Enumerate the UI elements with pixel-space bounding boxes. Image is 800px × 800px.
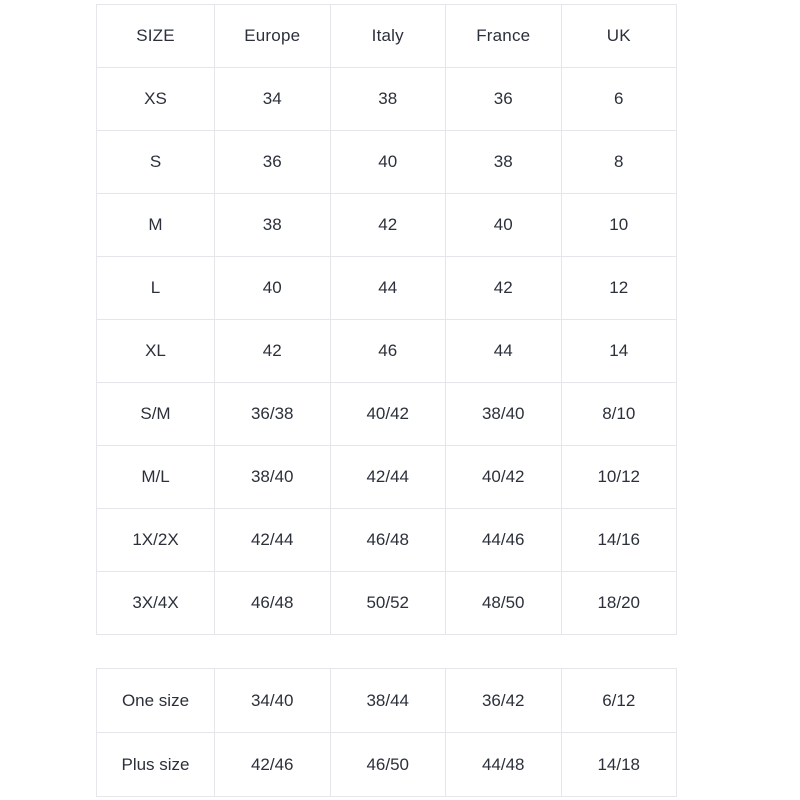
table-row: [97, 383, 677, 446]
cell-italy: 46/48: [330, 509, 446, 572]
cell-france: 48/50: [446, 572, 562, 635]
cell-uk: 10/12: [561, 446, 677, 509]
table-row: [97, 68, 677, 131]
column-header-size: SIZE: [97, 5, 215, 68]
cell-italy: 38: [330, 68, 446, 131]
cell-uk: 6/12: [561, 669, 677, 733]
table-row: [97, 509, 677, 572]
row-label: XL: [97, 320, 215, 383]
cell-italy: 50/52: [330, 572, 446, 635]
cell-italy: 46/50: [330, 733, 446, 797]
cell-uk: 14: [561, 320, 677, 383]
cell-italy: 46: [330, 320, 446, 383]
row-label: 3X/4X: [97, 572, 215, 635]
cell-france: 38/40: [446, 383, 562, 446]
row-label: S: [97, 131, 215, 194]
row-label: M/L: [97, 446, 215, 509]
row-label: One size: [97, 669, 215, 733]
cell-uk: 18/20: [561, 572, 677, 635]
cell-italy: 44: [330, 257, 446, 320]
cell-italy: 38/44: [330, 669, 446, 733]
cell-italy: 40: [330, 131, 446, 194]
cell-europe: 46/48: [215, 572, 331, 635]
cell-italy: 42: [330, 194, 446, 257]
cell-france: 44/48: [446, 733, 562, 797]
cell-france: 44/46: [446, 509, 562, 572]
cell-italy: 42/44: [330, 446, 446, 509]
cell-europe: 36: [215, 131, 331, 194]
column-header-france: France: [446, 5, 562, 68]
column-header-italy: Italy: [330, 5, 446, 68]
main-size-table-container: [96, 4, 676, 635]
secondary-size-table: [96, 668, 677, 797]
cell-uk: 14/18: [561, 733, 677, 797]
cell-uk: 12: [561, 257, 677, 320]
cell-europe: 42/44: [215, 509, 331, 572]
cell-europe: 42/46: [215, 733, 331, 797]
table-row: [97, 194, 677, 257]
table-row: [97, 131, 677, 194]
cell-uk: 6: [561, 68, 677, 131]
column-header-uk: UK: [561, 5, 677, 68]
secondary-size-table-container: [96, 668, 676, 797]
cell-france: 38: [446, 131, 562, 194]
cell-europe: 36/38: [215, 383, 331, 446]
cell-europe: 34: [215, 68, 331, 131]
cell-europe: 34/40: [215, 669, 331, 733]
cell-france: 44: [446, 320, 562, 383]
cell-uk: 10: [561, 194, 677, 257]
cell-europe: 38/40: [215, 446, 331, 509]
row-label: L: [97, 257, 215, 320]
cell-france: 40: [446, 194, 562, 257]
row-label: Plus size: [97, 733, 215, 797]
table-row: [97, 669, 677, 733]
row-label: S/M: [97, 383, 215, 446]
table-row: [97, 572, 677, 635]
cell-europe: 40: [215, 257, 331, 320]
cell-italy: 40/42: [330, 383, 446, 446]
table-row: [97, 446, 677, 509]
cell-uk: 8/10: [561, 383, 677, 446]
column-header-europe: Europe: [215, 5, 331, 68]
main-size-table: [96, 4, 677, 635]
cell-france: 42: [446, 257, 562, 320]
cell-france: 36: [446, 68, 562, 131]
cell-europe: 38: [215, 194, 331, 257]
table-row: [97, 320, 677, 383]
row-label: XS: [97, 68, 215, 131]
table-header-row: [97, 5, 677, 68]
row-label: M: [97, 194, 215, 257]
cell-uk: 14/16: [561, 509, 677, 572]
cell-france: 40/42: [446, 446, 562, 509]
row-label: 1X/2X: [97, 509, 215, 572]
cell-europe: 42: [215, 320, 331, 383]
table-row: [97, 733, 677, 797]
cell-france: 36/42: [446, 669, 562, 733]
table-row: [97, 257, 677, 320]
cell-uk: 8: [561, 131, 677, 194]
